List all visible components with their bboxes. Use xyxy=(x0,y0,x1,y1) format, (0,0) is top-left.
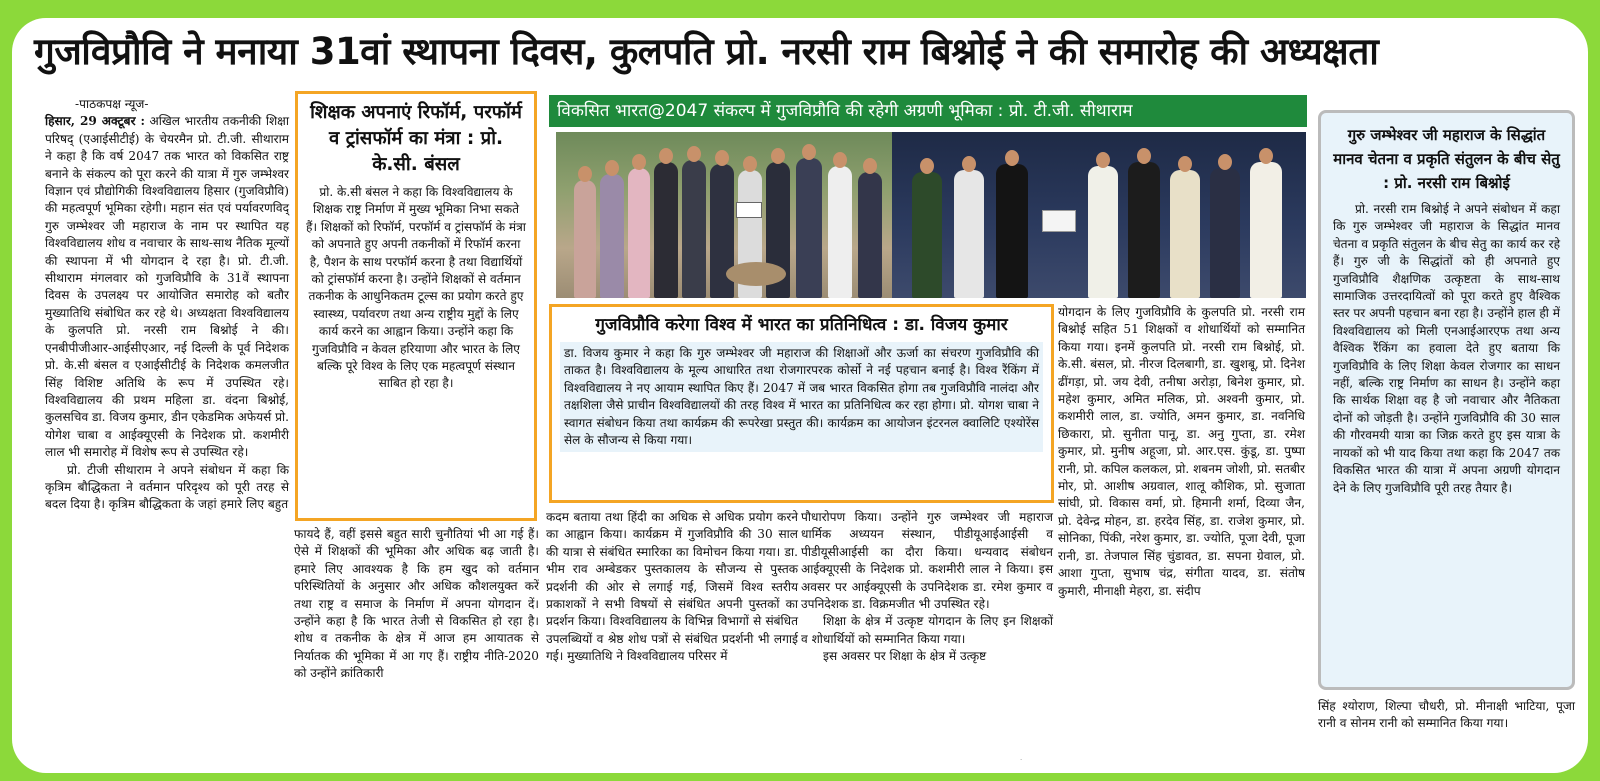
bishnoi-box xyxy=(1318,110,1575,690)
watermark: · xyxy=(1020,756,1023,764)
newspaper-page xyxy=(12,18,1588,773)
bishnoi-box-title: गुरु जम्भेश्वर जी महाराज के सिद्धांत मानव चेतना व प्रकृति संतुलन के बीच सेतु : प्रो. नरसी राम बिश्नोई xyxy=(1333,126,1560,192)
main-story-column-1 xyxy=(45,96,289,766)
main-story-col4-paragraph-2: शिक्षा के क्षेत्र में उत्कृष्ट योगदान के लिए इन शिक्षकों व शोधार्थियों को सम्मानित किया गया। xyxy=(801,614,1053,646)
main-story-column-4 xyxy=(801,509,1053,767)
byline: -पाठकपक्ष न्यूज- xyxy=(75,97,149,111)
main-story-col4-paragraph-3: इस अवसर पर शिक्षा के क्षेत्र में उत्कृष्ट xyxy=(823,649,987,664)
vijay-kumar-box xyxy=(549,304,1054,503)
bansal-box-title: शिक्षक अपनाएं रिफॉर्म, परफॉर्म व ट्रांसफॉर्म का मंत्रा : प्रो. के.सी. बंसल xyxy=(310,102,522,175)
vijay-kumar-box-body: डा. विजय कुमार ने कहा कि गुरु जम्भेश्वर जी महाराज की शिक्षाओं और ऊर्जा का संचरण गुजविप्रौवि की ताकत है। विश्वविद्यालय के मूल्य आधारित तथा रोजगारपरक कोर्सो ने नई पहचान बनाई है। विश्व रैंकिंग में विश्वविद्यालय ने नए आयाम स्थापित किए हैं। 2047 में जब भारत विकसित होगा तब गुजविप्रौवि नालंदा और तक्षशिला जैसे प्राचीन विश्वविद्यालयों की तरह विश्व में भारत का प्रतिनिधित्व कर रहा होगा। प्रो. योगश चाबा ने स्वागत संबोधन किया तथा कार्यक्रम की रूपरेखा प्रस्तुत की। कार्यक्रम का आयोजन इंटरनल क्वालिटि एश्योरेंस सेल के सौजन्य से किया गया। xyxy=(560,342,1043,452)
bansal-box-body: प्रो. के.सी बंसल ने कहा कि विश्वविद्यालय के शिक्षक राष्ट्र निर्माण में मुख्य भूमिका निभा सकते हैं। शिक्षकों को रिफॉर्म, परफॉर्म व ट्रांसफॉर्म के मंत्रा को अपनाते हुए अपनी तकनीकों में रिफॉर्म करना है, पैशन के साथ परफॉर्म करना है तथा विद्यार्थियों को ट्रांसफॉर्म करना है। उन्होंने शिक्षकों से वर्तमान तकनीक के आधुनिकतम टूल्स का प्रयोग करते हुए स्वास्थ्य, पर्यावरण तथा अन्य राष्ट्रीय मुद्दों के लिए कार्य करने का आह्वान किया। उन्होंने कहा कि गुजविप्रौवि न केवल हरियाणा और भारत के लिए बल्कि पूरे विश्व के लिए एक महत्वपूर्ण संस्थान साबित हो रहा है। xyxy=(306,185,526,391)
main-story-paragraph-2: प्रो. टीजी सीथाराम ने अपने संबोधन में कहा कि कृत्रिम बौद्धिकता ने वर्तमान परिदृश्य को पूरी तरह से बदल दिया है। कृत्रिम बौद्धिकता के जहां हमारे लिए बहुत xyxy=(45,462,289,512)
main-story-column-3: कदम बताया तथा हिंदी का अधिक से अधिक प्रयोग करने का आह्वान किया। कार्यक्रम में गुजविप्रौवि की 30 साल की यात्रा से संबंधित स्मारिका का विमोचन किया गया। डा. भीम राव अम्बेडकर पुस्तकालय के सौजन्य से पुस्तक प्रदर्शनी की ओर से लगाई गई, जिसमें विश्व स्तरीय प्रकाशकों ने सभी विषयों से संबंधित अपनी पुस्तकों का प्रदर्शन किया। विश्वविद्यालय के विभिन्न विभागों से संबंधित उपलब्धियों व श्रेष्ठ शोध पत्रों से संबंधित प्रदर्शनी भी लगाई गई। मुख्यातिथि ने विश्वविद्यालय परिसर में xyxy=(546,510,798,664)
main-story-paragraph-1: अखिल भारतीय तकनीकी शिक्षा परिषद् (एआईसीटीई) के चेयरमैन प्रो. टी.जी. सीथाराम ने कहा है कि वर्ष 2047 तक भारत को विकसित राष्ट्र बनाने के संकल्प को पूरा करने की यात्रा में गुरु जम्भेश्वर विज्ञान एवं प्रौद्योगिकी विश्वविद्यालय हिसार (गुजविप्रौवि) की महत्वपूर्ण भूमिका रहेगी। महान संत एवं पर्यावरणविद् गुरु जम्भेश्वर जी महाराज के नाम पर स्थापित यह विश्वविद्यालय शोध व नवाचार के साथ-साथ नैतिक मूल्यों की स्थापना में भी योगदान दे रहा है। प्रो. टी.जी. सीथाराम मंगलवार को गुजविप्रौवि के 31वें स्थापना दिवस के उपलक्ष्य पर आयोजित समारोह को बतौर मुख्यातिथि संबोधित कर रहे थे। अध्यक्षता विश्वविद्यालय के कुलपति प्रो. नरसी राम बिश्नोई ने की। एनबीपीजीआर-आईसीएआर, नई दिल्ली के पूर्व निदेशक प्रो. के.सी बंसल व एआईसीटीई के निदेशक कमलजीत सिंह विशिष्ट अतिथि के रूप में उपस्थित रहे। विश्वविद्यालय की प्रथम महिला डा. वंदना बिश्नोई, कुलसचिव डा. विजय कुमार, डीन एकेडमिक अफेयर्स प्रो. योगेश चाबा व आईक्यूएसी के निदेशक प्रो. कशमीरी लाल भी समारोह में विशेष रूप से उपस्थित रहे। xyxy=(45,114,289,460)
vijay-kumar-box-title: गुजविप्रौवि करेगा विश्व में भारत का प्रतिनिधित्व : डा. विजय कुमार xyxy=(556,313,1047,337)
headline: गुजविप्रौवि ने मनाया 31वां स्थापना दिवस, कुलपति प्रो. नरसी राम बिश्नोई ने की समारोह की अध्यक्षता xyxy=(34,30,1379,73)
seetharam-headline-bar: विकसित भारत@2047 संकल्प में गुजविप्रौवि की रहेगी अग्रणी भूमिका : प्रो. टी.जी. सीथाराम xyxy=(549,95,1307,127)
main-story-column-5: योगदान के लिए गुजविप्रौवि के कुलपति प्रो. नरसी राम बिश्नोई सहित 51 शिक्षकों व शोधार्थियों को सम्मानित किया गया। इनमें कुलपति प्रो. नरसी राम बिश्नोई, प्रो. के.सी. बंसल, प्रो. नीरज दिलबागी, डा. खुशबू, प्रो. दिनेश ढींगड़ा, प्रो. जय देवी, तनीषा अरोड़ा, बिनेश कुमार, प्रो. महेश कुमार, अमित मलिक, प्रो. अश्वनी कुमार, प्रो. कशमीरी लाल, डा. ज्योति, अमन कुमार, डा. नवनिधि छिकारा, प्रो. सुनीता पानू, डा. अनु गुप्ता, डा. रमेश कुमार, प्रो. मुनीष अहूजा, प्रो. आर.एस. कुंडू, डा. पुष्पा रानी, प्रो. कपिल कलकल, प्रो. शबनम जोशी, प्रो. सतबीर मोर, प्रो. आशीष अग्रवाल, शालू कौशिक, प्रो. सुजाता सांघी, प्रो. विकास वर्मा, प्रो. हिमानी शर्मा, दिव्या जैन, प्रो. देवेन्द्र मोहन, डा. हरदेव सिंह, डा. राजेश कुमार, प्रो. सोनिका, पिंकी, नरेश कुमार, डा. ज्योति, पूजा देवी, पूजा रानी, डा. तेजपाल सिंह चुंडावत, डा. सपना ग्रेवाल, प्रो. आशा गुप्ता, सुभाष चंद्र, संगीता यादव, डा. संतोष कुमारी, मीनाक्षी मेहरा, डा. संदीप xyxy=(1058,305,1305,598)
bishnoi-box-body: प्रो. नरसी राम बिश्नोई ने अपने संबोधन में कहा कि गुरु जम्भेश्वर जी महाराज के सिद्धांत मानव चेतना व प्रकृति संतुलन के बीच सेतु का कार्य कर रहे हैं। गुरु जी के सिद्धांतों को ही अपनाते हुए गुजविप्रौवि शैक्षणिक उत्कृष्टता के साथ-साथ सामाजिक उत्तरदायित्वों को पूरा करते हुए वैश्विक स्तर पर अपनी पहचान बना रहा है। उन्होंने हाल ही में विश्वविद्यालय को मिली एनआईआरएफ तथा अन्य वैश्विक रैंकिंग का हवाला देते हुए बताया कि गुजविप्रौवि के लिए शिक्षा केवल रोजगार का साधन नहीं, बल्कि राष्ट्र निर्माण का साधन है। उन्होंने कहा कि सार्थक शिक्षा वह है जो नवाचार और नैतिकता दोनों को जोड़ती है। उन्होंने गुजविप्रौवि की 30 साल की गौरवमयी यात्रा का जिक्र करते हुए इस यात्रा के नायकों को भी याद किया तथा कहा कि 2047 तक विकसित भारत की यात्रा में अपना अग्रणी योगदान देने के लिए गुजविप्रौवि पूरी तरह तैयार है। xyxy=(1333,202,1560,495)
dateline: हिसार, 29 अक्टूबर : xyxy=(45,114,145,129)
main-story-col4-paragraph-1: पौधारोपण किया। उन्होंने गुरु जम्भेश्वर जी महाराज धार्मिक अध्ययन संस्थान, पीडीयूआईआईसी व पीडीयूसीआईसी का दौरा किया। धन्यवाद संबोधन आईक्यूएसी के निदेशक प्रो. कशमीरी लाल ने किया। इस अवसर पर आईक्यूएसी के उपनिदेशक डा. रमेश कुमार व उपनिदेशक डा. विक्रमजीत भी उपस्थित रहे। xyxy=(801,510,1053,612)
main-story-column-6-tail: सिंह श्योराण, शिल्पा चौधरी, प्रो. मीनाक्षी भाटिया, पूजा रानी व सोनम रानी को सम्मानित किया गया। xyxy=(1318,699,1575,731)
main-story-column-2: फायदे हैं, वहीं इससे बहुत सारी चुनौतियां भी आ गई हैं। ऐसे में शिक्षकों की भूमिका और अधिक बढ़ जाती है। हमारे लिए आवश्यक है कि हम खुद को वर्तमान परिस्थितियों के अनुसार और अधिक कौशलयुक्त करें तथा राष्ट्र व समाज के निर्माण में अपना योगदान दें। उन्होंने कहा है कि भारत तेजी से विकसित हो रहा है। शोध व तकनीक के क्षेत्र में आज हम आयातक से निर्यातक की भूमिका में आ गए हैं। राष्ट्रीय नीति-2020 को उन्होंने क्रांतिकारी xyxy=(294,527,539,681)
bansal-box xyxy=(295,91,537,521)
felicitation-photo xyxy=(892,132,1306,298)
tree-planting-photo xyxy=(556,132,892,298)
